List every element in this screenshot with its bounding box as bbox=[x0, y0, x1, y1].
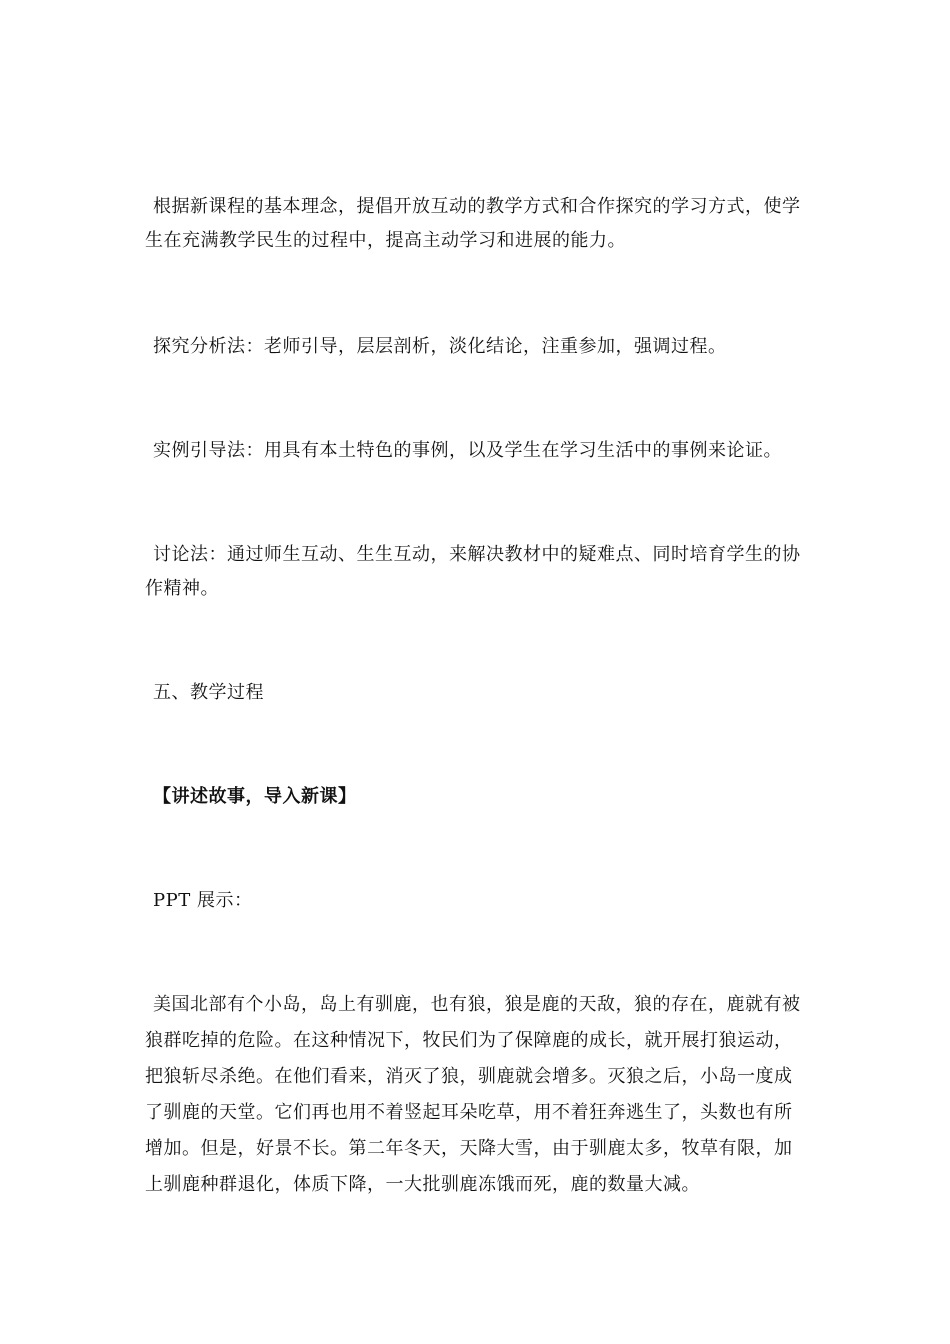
paragraph-discussion-method: 讨论法：通过师生互动、生生互动，来解决教材中的疑难点、同时培育学生的协作精神。 bbox=[145, 544, 801, 599]
ppt-display-label: PPT 展示： bbox=[153, 890, 253, 911]
paragraph-example-guidance-method: 实例引导法：用具有本土特色的事例，以及学生在学习生活中的事例来论证。 bbox=[153, 440, 782, 461]
paragraph-reindeer-story: 美国北部有个小岛，岛上有驯鹿，也有狼，狼是鹿的天敌，狼的存在，鹿就有被狼群吃掉的危险。在这种情况下，牧民们为了保障鹿的成长，就开展打狼运动，把狼斩尽杀绝。在他们看来，消灭了狼，驯鹿就会增多。灭狼之后，小岛一度成了驯鹿的天堂。它们再也用不着竖起耳朵吃草，用不着狂奔逃生了，头数也有所增加。但是，好景不长。第二年冬天，天降大雪，由于驯鹿太多，牧草有限，加上驯鹿种群退化，体质下降，一大批驯鹿冻饿而死，鹿的数量大减。 bbox=[145, 994, 801, 1195]
section-heading-teaching-process: 五、教学过程 bbox=[153, 682, 264, 703]
paragraph-teaching-philosophy: 根据新课程的基本理念，提倡开放互动的教学方式和合作探究的学习方式，使学生在充满教学民生的过程中，提高主动学习和进展的能力。 bbox=[145, 196, 801, 251]
subheading-story-introduction: 【讲述故事，导入新课】 bbox=[153, 786, 357, 807]
paragraph-inquiry-analysis-method: 探究分析法：老师引导，层层剖析，淡化结论，注重参加，强调过程。 bbox=[153, 336, 727, 357]
